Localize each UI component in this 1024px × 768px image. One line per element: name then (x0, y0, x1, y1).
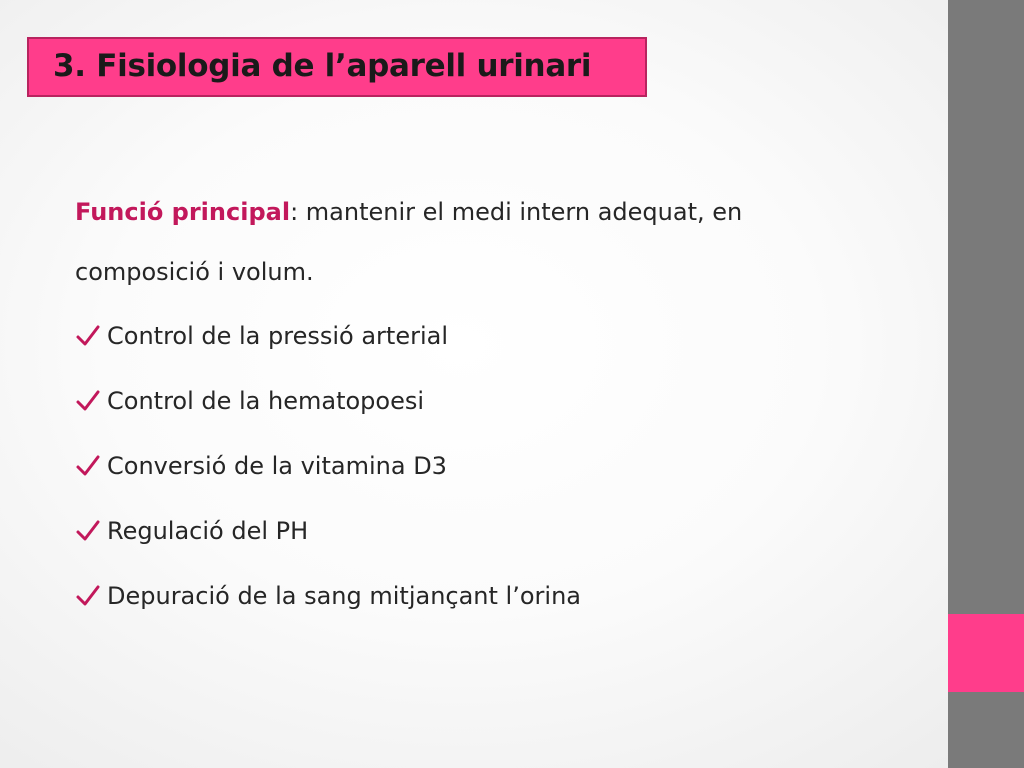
checkmark-icon (75, 388, 101, 414)
bullet-label: Conversió de la vitamina D3 (107, 452, 447, 480)
side-accent (948, 614, 1024, 692)
intro-label: Funció principal (75, 198, 291, 226)
bullet-label: Control de la hematopoesi (107, 387, 425, 415)
checkmark-icon (75, 518, 101, 544)
bullet-label: Control de la pressió arterial (107, 322, 449, 350)
checkmark-icon (75, 323, 101, 349)
bullet-item (75, 322, 448, 350)
intro-line-2: composició i volum. (75, 258, 314, 286)
checkmark-icon (75, 453, 101, 479)
bullet-label: Regulació del PH (107, 517, 309, 545)
title-box (27, 37, 647, 97)
bullet-item (75, 582, 581, 610)
intro-text: : mantenir el medi intern adequat, en (290, 198, 743, 226)
intro-line-1 (75, 198, 742, 226)
bullet-label: Depuració de la sang mitjançant l’orina (107, 582, 581, 610)
checkmark-icon (75, 583, 101, 609)
bullet-item (75, 387, 424, 415)
bullet-item (75, 452, 447, 480)
slide-title: 3. Fisiologia de l’aparell urinari (53, 48, 592, 84)
bullet-item (75, 517, 308, 545)
